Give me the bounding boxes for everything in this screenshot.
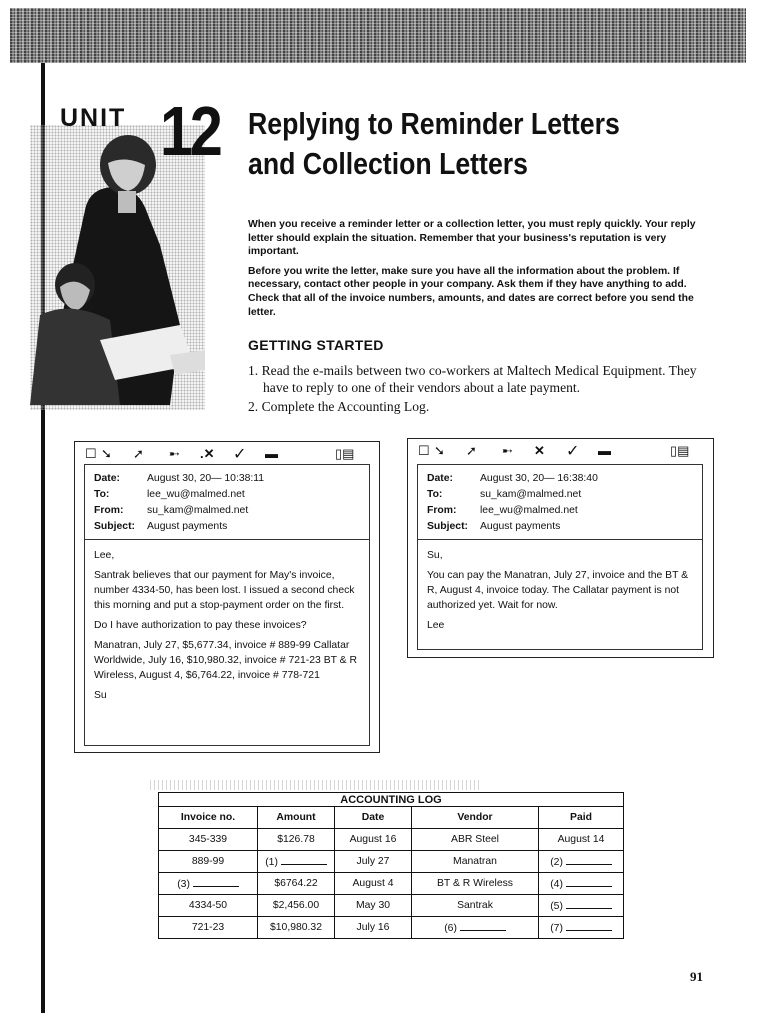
- email-header: [85, 465, 369, 540]
- delete-icon[interactable]: .✕: [200, 446, 215, 461]
- check-icon[interactable]: ✓: [566, 441, 580, 460]
- email-subject: August payments: [147, 521, 228, 532]
- email-to: su_kam@malmed.net: [480, 489, 582, 500]
- table-cell: Manatran: [412, 851, 539, 873]
- table-row: [159, 917, 624, 939]
- table-row: [159, 851, 624, 873]
- email-date: August 30, 20— 16:38:40: [480, 473, 598, 484]
- blank-line[interactable]: [281, 855, 327, 865]
- blank-label: (4): [550, 879, 563, 890]
- table-cell[interactable]: [159, 873, 258, 895]
- table-cell: $6764.22: [258, 873, 335, 895]
- table-cell: $126.78: [258, 829, 335, 851]
- table-cell: August 14: [539, 829, 624, 851]
- check-icon[interactable]: ✓: [233, 444, 247, 463]
- email-date: August 30, 20— 10:38:11: [147, 473, 265, 484]
- column-header: Amount: [258, 807, 335, 829]
- to-label: To:: [427, 489, 443, 500]
- email-from: su_kam@malmed.net: [147, 505, 249, 516]
- list-item: 2. Complete the Accounting Log.: [248, 399, 430, 414]
- email-toolbar: [408, 439, 713, 465]
- page-title: [248, 104, 661, 184]
- email-paragraph: Do I have authorization to pay these invoices?: [94, 620, 307, 631]
- email-greeting: Su,: [427, 550, 443, 561]
- table-cell: 889-99: [159, 851, 258, 873]
- table-cell[interactable]: [539, 895, 624, 917]
- from-label: From:: [427, 505, 457, 516]
- intro-text: [248, 218, 718, 325]
- print-icon[interactable]: ▬: [265, 446, 278, 461]
- window-icon[interactable]: ▯▤: [670, 443, 690, 458]
- email-signature: Su: [94, 690, 107, 701]
- unit-number: 12: [160, 92, 220, 170]
- table-cell[interactable]: [258, 851, 335, 873]
- blank-label: (1): [265, 857, 278, 868]
- table-row: [159, 895, 624, 917]
- title-line-2: and Collection Letters: [248, 146, 528, 181]
- delete-icon[interactable]: ✕: [534, 443, 545, 458]
- table-cell: August 16: [335, 829, 412, 851]
- blank-label: (7): [550, 923, 563, 934]
- print-icon[interactable]: ▬: [598, 443, 611, 458]
- email-window-1: [74, 441, 380, 753]
- table-row: [159, 829, 624, 851]
- reply-icon[interactable]: ➚: [133, 446, 144, 461]
- table-cell: July 27: [335, 851, 412, 873]
- email-content: [417, 464, 703, 650]
- email-signature: Lee: [427, 620, 445, 631]
- forward-icon[interactable]: ➸: [169, 446, 180, 461]
- table-cell: BT & R Wireless: [412, 873, 539, 895]
- blank-label: (2): [550, 857, 563, 868]
- blank-label: (6): [444, 923, 457, 934]
- table-cell: 721-23: [159, 917, 258, 939]
- table-cell: 4334-50: [159, 895, 258, 917]
- table-cell[interactable]: [539, 873, 624, 895]
- email-subject: August payments: [480, 521, 561, 532]
- accounting-log-table: [158, 792, 624, 939]
- table-cell: $10,980.32: [258, 917, 335, 939]
- email-window-2: [407, 438, 714, 658]
- table-cell: Santrak: [412, 895, 539, 917]
- table-cell: 345-339: [159, 829, 258, 851]
- blank-line[interactable]: [566, 855, 612, 865]
- email-content: [84, 464, 370, 746]
- email-to: lee_wu@malmed.net: [147, 489, 245, 500]
- email-paragraph: Santrak believes that our payment for May's invoice, number 4334-50, has been lost. I issued a second check this morning and put a stop-payment order on the first.: [94, 570, 355, 611]
- intro-paragraph: Before you write the letter, make sure you have all the information about the problem. If necessary, contact other people in your company. Ask them if they have anything to add. Check that all of the invoice numbers, amounts, and dates are correct before you send the letter.: [248, 265, 694, 318]
- date-label: Date:: [427, 473, 453, 484]
- email-greeting: Lee,: [94, 550, 115, 561]
- table-cell: ABR Steel: [412, 829, 539, 851]
- email-body: [418, 540, 702, 646]
- table-cell[interactable]: [412, 917, 539, 939]
- email-header: [418, 465, 702, 540]
- unit-label: UNIT: [60, 104, 127, 132]
- getting-started-heading: GETTING STARTED: [248, 337, 384, 353]
- table-cell: July 16: [335, 917, 412, 939]
- reply-icon[interactable]: ➚: [466, 443, 477, 458]
- column-header: Date: [335, 807, 412, 829]
- table-cell[interactable]: [539, 917, 624, 939]
- blank-line[interactable]: [193, 877, 239, 887]
- from-label: From:: [94, 505, 124, 516]
- table-cell[interactable]: [539, 851, 624, 873]
- table-row: [159, 873, 624, 895]
- table-cell: May 30: [335, 895, 412, 917]
- getting-started-list: [248, 362, 718, 417]
- table-header-row: [159, 807, 624, 829]
- checkbox-icon[interactable]: ☐: [418, 443, 430, 458]
- forward-icon[interactable]: ➸: [502, 443, 513, 458]
- blank-line[interactable]: [460, 921, 506, 931]
- column-header: Invoice no.: [159, 807, 258, 829]
- date-label: Date:: [94, 473, 120, 484]
- blank-label: (5): [550, 901, 563, 912]
- email-body: [85, 540, 369, 716]
- accounting-log-title: ACCOUNTING LOG: [159, 793, 624, 807]
- arrow-icon[interactable]: ➘: [434, 443, 445, 458]
- title-line-1: Replying to Reminder Letters: [248, 106, 620, 141]
- table-caption-row: [159, 793, 624, 807]
- column-header: Vendor: [412, 807, 539, 829]
- to-label: To:: [94, 489, 110, 500]
- list-item: 1. Read the e-mails between two co-workers at Maltech Medical Equipment. They have to reply to one of their vendors about a late payment.: [248, 363, 697, 395]
- email-from: lee_wu@malmed.net: [480, 505, 578, 516]
- blank-label: (3): [177, 879, 190, 890]
- email-paragraph: Manatran, July 27, $5,677.34, invoice # 889-99 Callatar Worldwide, July 16, $10,980.32, invoice # 721-23 BT & R Wireless, August 4, $6,764.22, invoice # 778-721: [94, 640, 357, 681]
- table-cell: $2,456.00: [258, 895, 335, 917]
- checkbox-icon[interactable]: ☐: [85, 446, 97, 461]
- email-paragraph: You can pay the Manatran, July 27, invoice and the BT & R, August 4, invoice today. The Callatar payment is not authorized yet. Wait for now.: [427, 570, 689, 611]
- subject-label: Subject:: [427, 521, 468, 532]
- blank-line[interactable]: [566, 921, 612, 931]
- smudge-decoration: [150, 780, 480, 790]
- page-number: 91: [690, 969, 703, 984]
- table-cell: August 4: [335, 873, 412, 895]
- arrow-icon[interactable]: ➘: [101, 446, 112, 461]
- subject-label: Subject:: [94, 521, 135, 532]
- column-header: Paid: [539, 807, 624, 829]
- window-icon[interactable]: ▯▤: [335, 446, 355, 461]
- blank-line[interactable]: [566, 899, 612, 909]
- intro-paragraph: When you receive a reminder letter or a collection letter, you must reply quickly. Your reply letter should explain the situation. Remember that your business's reputation is very important.: [248, 219, 696, 258]
- top-banner: [10, 8, 746, 63]
- blank-line[interactable]: [566, 877, 612, 887]
